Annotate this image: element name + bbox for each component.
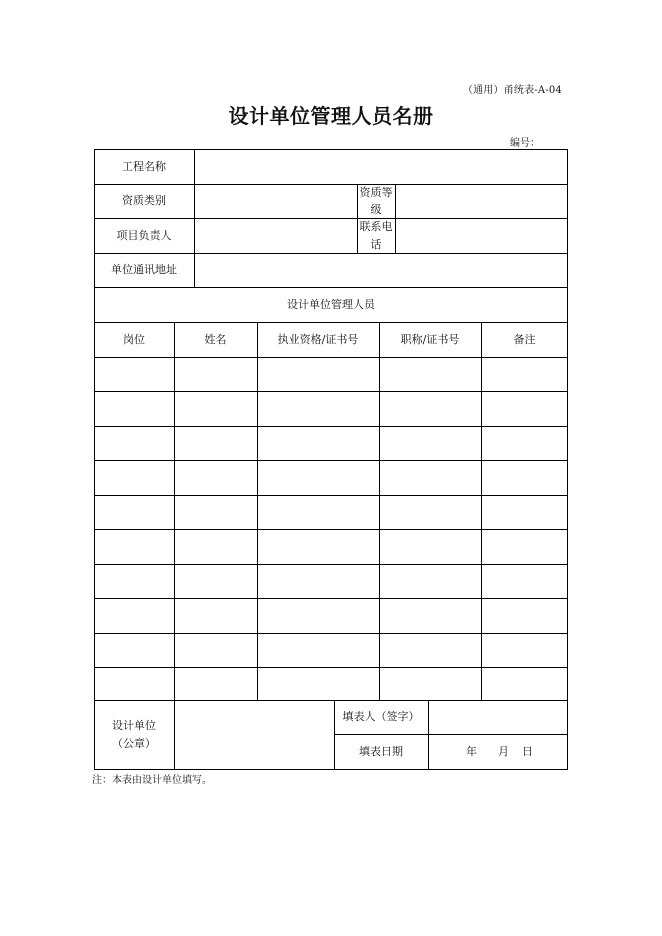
column-header-title-cert-no: 职称/证书号 (400, 332, 460, 346)
table-cell-title-cert-no[interactable] (379, 426, 481, 461)
table-rule-vertical (357, 184, 358, 254)
table-cell-name[interactable] (174, 391, 257, 426)
table-rule-horizontal (94, 218, 568, 219)
date-month-label: 月 (498, 744, 509, 758)
table-cell-remarks[interactable] (481, 460, 568, 495)
official-seal-label: （公章） (112, 736, 156, 750)
table-cell-title-cert-no[interactable] (379, 495, 481, 530)
table-rule-horizontal (94, 149, 568, 150)
table-cell-title-cert-no[interactable] (379, 391, 481, 426)
table-cell-license-cert-no[interactable] (257, 564, 379, 599)
table-cell-title-cert-no[interactable] (379, 598, 481, 633)
table-cell-position[interactable] (94, 564, 174, 599)
table-cell-remarks[interactable] (481, 391, 568, 426)
table-cell-license-cert-no[interactable] (257, 529, 379, 564)
table-rule-horizontal (94, 253, 568, 254)
table-cell-name[interactable] (174, 564, 257, 599)
table-cell-title-cert-no[interactable] (379, 667, 481, 702)
table-rule-vertical (174, 322, 175, 701)
table-cell-title-cert-no[interactable] (379, 529, 481, 564)
table-cell-position[interactable] (94, 529, 174, 564)
phone-field[interactable] (395, 218, 568, 253)
table-cell-remarks[interactable] (481, 564, 568, 599)
serial-number-label: 编号： (510, 138, 540, 149)
phone-label: 联系电话 (359, 220, 393, 251)
table-rule-horizontal (94, 564, 568, 565)
fill-date-label: 填表日期 (359, 744, 403, 758)
address-label: 单位通讯地址 (111, 263, 177, 277)
design-unit-seal-field[interactable] (174, 700, 334, 769)
table-cell-license-cert-no[interactable] (257, 357, 379, 392)
footnote: 注：本表由设计单位填写。 (92, 775, 212, 786)
table-cell-name[interactable] (174, 667, 257, 702)
table-rule-horizontal (94, 391, 568, 392)
column-header-name: 姓名 (204, 332, 227, 346)
table-cell-name[interactable] (174, 633, 257, 668)
table-cell-title-cert-no[interactable] (379, 460, 481, 495)
table-cell-license-cert-no[interactable] (257, 633, 379, 668)
project-leader-field[interactable] (194, 218, 357, 253)
table-cell-license-cert-no[interactable] (257, 667, 379, 702)
table-cell-remarks[interactable] (481, 667, 568, 702)
table-rule-vertical (257, 322, 258, 701)
project-name-label: 工程名称 (122, 159, 166, 173)
date-year-label: 年 (466, 744, 477, 758)
table-rule-horizontal (94, 667, 568, 668)
date-day-label: 日 (522, 744, 533, 758)
table-cell-remarks[interactable] (481, 357, 568, 392)
table-rule-horizontal (94, 598, 568, 599)
qualification-grade-label: 资质等级 (359, 185, 393, 216)
design-unit-label: 设计单位 (112, 719, 156, 733)
table-cell-name[interactable] (174, 426, 257, 461)
table-rule-vertical (174, 700, 175, 770)
table-cell-license-cert-no[interactable] (257, 426, 379, 461)
table-cell-position[interactable] (94, 460, 174, 495)
personnel-section-title: 设计单位管理人员 (287, 297, 375, 311)
table-rule-vertical (334, 700, 335, 770)
table-rule-horizontal (94, 769, 568, 770)
table-rule-horizontal (94, 287, 568, 288)
table-rule-horizontal (94, 184, 568, 185)
table-rule-vertical (428, 700, 429, 770)
table-rule-horizontal (94, 460, 568, 461)
table-rule-horizontal (94, 700, 568, 701)
table-cell-position[interactable] (94, 667, 174, 702)
project-leader-label: 项目负责人 (116, 228, 172, 242)
table-cell-license-cert-no[interactable] (257, 391, 379, 426)
table-cell-remarks[interactable] (481, 598, 568, 633)
form-code: （通用）甬统表-A-04 (462, 85, 562, 96)
table-cell-position[interactable] (94, 495, 174, 530)
table-rule-vertical (481, 322, 482, 701)
table-cell-position[interactable] (94, 633, 174, 668)
page-title: 设计单位管理人员名册 (228, 104, 434, 128)
table-rule-horizontal (94, 495, 568, 496)
table-cell-name[interactable] (174, 529, 257, 564)
table-cell-remarks[interactable] (481, 633, 568, 668)
table-rule-horizontal (94, 529, 568, 530)
table-rule-horizontal (94, 426, 568, 427)
table-cell-title-cert-no[interactable] (379, 633, 481, 668)
personnel-register-table (94, 149, 568, 769)
table-cell-name[interactable] (174, 460, 257, 495)
table-rule-horizontal (94, 357, 568, 358)
table-cell-position[interactable] (94, 357, 174, 392)
qualification-grade-field[interactable] (395, 184, 568, 218)
table-cell-name[interactable] (174, 495, 257, 530)
table-cell-license-cert-no[interactable] (257, 598, 379, 633)
table-cell-title-cert-no[interactable] (379, 357, 481, 392)
column-header-position: 岗位 (123, 332, 145, 346)
table-rule-vertical (194, 149, 195, 288)
table-cell-license-cert-no[interactable] (257, 495, 379, 530)
table-cell-name[interactable] (174, 357, 257, 392)
table-rule-horizontal (334, 734, 568, 735)
table-rule-vertical (395, 184, 396, 254)
qualification-type-label: 资质类别 (122, 194, 166, 208)
filler-signature-label: 填表人（签字） (342, 710, 420, 724)
column-header-license-cert-no: 执业资格/证书号 (277, 332, 359, 346)
table-rule-vertical (379, 322, 380, 701)
address-field[interactable] (194, 253, 568, 287)
table-cell-position[interactable] (94, 426, 174, 461)
table-cell-position[interactable] (94, 598, 174, 633)
table-cell-position[interactable] (94, 391, 174, 426)
qualification-type-field[interactable] (194, 184, 357, 218)
column-header-remarks: 备注 (513, 332, 536, 346)
project-name-field[interactable] (194, 149, 568, 184)
table-cell-remarks[interactable] (481, 529, 568, 564)
table-rule-horizontal (94, 322, 568, 323)
table-cell-license-cert-no[interactable] (257, 460, 379, 495)
fill-date-field[interactable] (428, 734, 568, 769)
design-unit-seal-label (94, 700, 174, 769)
table-cell-title-cert-no[interactable] (379, 564, 481, 599)
filler-signature-field[interactable] (428, 700, 568, 734)
table-rule-horizontal (94, 633, 568, 634)
table-cell-remarks[interactable] (481, 426, 568, 461)
table-cell-remarks[interactable] (481, 495, 568, 530)
table-cell-name[interactable] (174, 598, 257, 633)
